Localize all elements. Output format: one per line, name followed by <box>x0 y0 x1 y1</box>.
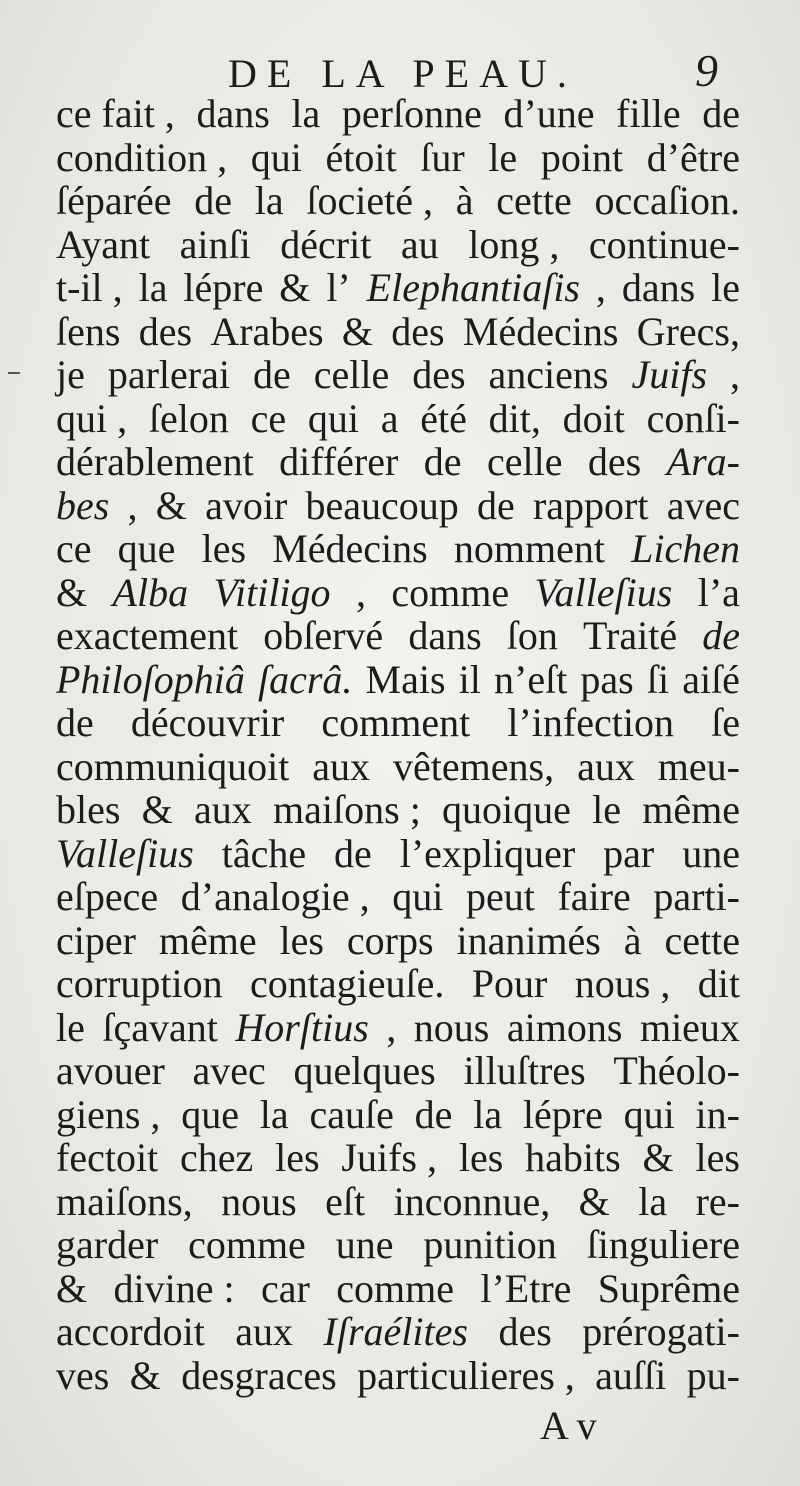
word: comment <box>321 700 471 745</box>
text-line <box>56 1093 740 1137</box>
word: Juifs <box>631 352 708 397</box>
word: découvrir <box>130 700 285 745</box>
word: Mais <box>365 656 446 702</box>
word: aux <box>577 743 635 789</box>
word: Médecins <box>272 526 428 571</box>
word: n’eſt <box>494 656 568 702</box>
word: inanimés <box>456 917 601 963</box>
word: & <box>129 1352 161 1398</box>
word: mieux <box>639 1004 740 1050</box>
word: quelques <box>293 1048 436 1093</box>
word: avec <box>666 482 740 528</box>
word: nous <box>221 1178 297 1224</box>
word: Valleſius <box>534 569 673 615</box>
word: le <box>56 1004 85 1050</box>
text-line <box>56 1049 740 1093</box>
word: anciens <box>488 352 609 397</box>
word: qui <box>623 1091 675 1137</box>
word: nomment <box>453 526 605 571</box>
text-line <box>56 353 740 397</box>
word: étoit <box>325 134 397 180</box>
word: ſçavant <box>102 1004 218 1050</box>
word: Alba <box>112 569 189 615</box>
word: de <box>252 352 291 397</box>
word: aux <box>235 1309 294 1354</box>
running-head: DE LA PEAU. <box>228 51 577 96</box>
word: contagieuſe. <box>250 961 445 1006</box>
word: Elephantiaſis <box>366 265 580 310</box>
word: & <box>578 1178 610 1224</box>
word: Iſraélites <box>323 1309 468 1354</box>
word: Philoſophiâ <box>56 656 245 702</box>
word: ſocieté , <box>306 178 433 223</box>
margin-mark <box>8 372 20 374</box>
word: a <box>380 395 399 441</box>
text-line <box>56 614 740 658</box>
word: vêtemens, <box>393 743 555 789</box>
text-line <box>56 484 740 528</box>
word: au <box>400 221 439 267</box>
word: bes <box>56 482 110 528</box>
word: ainſi <box>179 221 251 267</box>
word: pu- <box>686 1352 740 1398</box>
word: , <box>730 352 740 397</box>
word: été <box>420 395 467 441</box>
word: de <box>702 613 740 658</box>
word: exactement <box>56 613 239 658</box>
text-line <box>56 919 740 963</box>
word: eſt <box>325 1178 366 1224</box>
word: & <box>341 308 374 354</box>
text-line <box>56 1006 740 1050</box>
word: le <box>488 134 518 180</box>
text-line <box>56 1136 740 1180</box>
word: Horſtius <box>235 1004 369 1050</box>
word: Lichen <box>631 526 740 571</box>
word: le <box>711 265 740 310</box>
text-line <box>56 266 740 310</box>
text-line <box>56 875 740 919</box>
word: qui <box>392 874 444 919</box>
word: maiſons ; <box>273 787 421 832</box>
word: une <box>682 830 740 876</box>
word: les <box>275 1135 320 1180</box>
text-line <box>56 440 740 484</box>
word: des <box>498 1309 552 1354</box>
word: Vitiligo <box>213 569 331 615</box>
word: la <box>259 1091 289 1137</box>
word: l’ <box>326 265 351 310</box>
word: l’infection <box>507 700 674 745</box>
text-line <box>56 962 740 1006</box>
text-line <box>56 1223 740 1267</box>
word: ſinguliere <box>586 1222 740 1267</box>
word: Valleſius <box>56 830 194 876</box>
word: perſonne <box>341 91 482 136</box>
word: doit <box>562 395 625 441</box>
word: conſi- <box>646 395 740 441</box>
word: faire <box>557 874 631 919</box>
catchword: A v <box>540 1403 597 1448</box>
text-line <box>56 832 740 876</box>
word: avec <box>192 1048 266 1093</box>
word: de <box>477 482 515 528</box>
word: in- <box>695 1091 740 1137</box>
word: Suprême <box>597 1265 740 1311</box>
word: la <box>473 1091 503 1137</box>
word: ſéparée <box>56 178 172 223</box>
word: l’a <box>697 569 740 615</box>
word: corps <box>346 917 434 963</box>
word: car <box>261 1265 310 1311</box>
word: habits <box>525 1135 621 1180</box>
word: les <box>201 526 247 571</box>
word: continue- <box>588 221 740 267</box>
word: fectoit <box>56 1135 159 1180</box>
word: cette <box>664 917 740 963</box>
word: dans <box>196 91 270 136</box>
text-line <box>56 658 740 702</box>
word: long , <box>468 221 560 267</box>
word: une <box>335 1222 394 1267</box>
word: celle <box>313 352 390 397</box>
word: à <box>623 917 642 963</box>
word: fille <box>616 91 681 136</box>
text-line <box>56 527 740 571</box>
word: point <box>540 134 624 180</box>
word: chez <box>180 1135 254 1180</box>
word: desgraces <box>181 1352 337 1398</box>
word: dans <box>408 613 482 658</box>
word: que <box>181 1091 239 1137</box>
word: condition , <box>56 134 228 180</box>
word: , <box>386 1004 397 1050</box>
word: rapport <box>532 482 649 528</box>
word: d’une <box>503 91 595 136</box>
word: prérogati- <box>582 1309 740 1354</box>
word: de <box>423 439 462 484</box>
word: cette <box>496 178 572 223</box>
word: des <box>587 439 642 484</box>
text-line <box>56 223 740 267</box>
word: ce fait , <box>56 91 175 136</box>
word: Grecs, <box>636 308 740 354</box>
word: il <box>458 656 481 702</box>
body-text <box>56 92 740 1397</box>
word: Médecins <box>462 308 619 354</box>
text-line <box>56 1180 740 1224</box>
word: parlerai <box>107 352 230 397</box>
word: comme <box>336 1265 454 1311</box>
word: la <box>291 91 321 136</box>
word: t-il , <box>56 265 123 310</box>
word: de <box>334 830 372 876</box>
word: & <box>56 569 88 615</box>
word: d’être <box>646 134 740 180</box>
word: par <box>603 830 655 876</box>
word: des <box>391 308 445 354</box>
word: l’expliquer <box>399 830 576 876</box>
word: dérablement <box>56 439 254 484</box>
word: aux <box>194 787 252 832</box>
word: même <box>642 787 740 832</box>
word: qui , <box>56 395 128 441</box>
word: beaucoup <box>305 482 459 528</box>
word: les <box>458 1135 504 1180</box>
word: l’Etre <box>480 1265 572 1311</box>
word: avouer <box>56 1048 165 1093</box>
word: , <box>127 482 138 528</box>
word: ſur <box>420 134 465 180</box>
word: inconnue, <box>393 1178 551 1224</box>
word: celle <box>486 439 563 484</box>
word: , <box>595 265 606 310</box>
word: Arabes <box>210 308 324 354</box>
word: qui <box>250 134 302 180</box>
word: eſpece <box>56 874 159 919</box>
word: maiſons, <box>56 1178 193 1224</box>
word: bles <box>56 787 121 832</box>
text-line <box>56 397 740 441</box>
word: d’analogie , <box>180 874 370 919</box>
word: & <box>141 787 173 832</box>
text-line <box>56 1310 740 1354</box>
word: ves <box>56 1352 110 1398</box>
word: Ayant <box>56 221 151 267</box>
word: les <box>279 917 324 963</box>
word: nous , <box>574 961 671 1006</box>
word: la <box>138 265 168 310</box>
word: des <box>138 308 193 354</box>
text-line <box>56 1267 740 1311</box>
text-line <box>56 92 740 136</box>
word: décrit <box>280 221 372 267</box>
word: punition <box>423 1222 557 1267</box>
word: dit, <box>488 395 541 441</box>
word: aiſé <box>682 656 740 702</box>
word: lépre <box>522 1091 603 1137</box>
word: Pour <box>471 961 548 1006</box>
word: je <box>56 352 85 397</box>
word: comme <box>391 569 510 615</box>
word: Traité <box>583 613 678 658</box>
word: tâche <box>221 830 307 876</box>
page-number: 9 <box>695 45 718 96</box>
word: & <box>642 1135 674 1180</box>
word: nous <box>413 1004 490 1050</box>
text-line <box>56 1354 740 1398</box>
word: ce <box>250 395 287 441</box>
word: même <box>158 917 257 963</box>
word: particulieres , <box>357 1352 575 1398</box>
word: communiquoit <box>56 743 290 789</box>
word: de <box>194 178 232 223</box>
word: qui <box>307 395 359 441</box>
word: Ara- <box>666 439 740 484</box>
word: ſe <box>711 700 740 745</box>
word: & <box>279 265 311 310</box>
word: peut <box>465 874 535 919</box>
word: de <box>702 91 740 136</box>
word: la <box>254 178 284 223</box>
word: Théolo- <box>613 1048 740 1093</box>
text-line <box>56 310 740 354</box>
word: ſens <box>56 308 121 354</box>
word: garder <box>56 1222 159 1267</box>
word: dans <box>621 265 696 310</box>
word: de <box>414 1091 453 1137</box>
word: ſacrâ. <box>258 656 353 702</box>
word: divine : <box>113 1265 235 1311</box>
word: illuſtres <box>463 1048 586 1093</box>
word: quoique <box>442 787 571 832</box>
text-line <box>56 136 740 180</box>
word: ſon <box>506 613 558 658</box>
word: la <box>638 1178 668 1224</box>
word: ſi <box>646 656 670 702</box>
word: re- <box>695 1178 740 1224</box>
word: aimons <box>506 1004 623 1050</box>
word: pas <box>580 656 634 702</box>
word: de <box>56 700 94 745</box>
word: & <box>56 1265 88 1311</box>
word: obſervé <box>263 613 384 658</box>
word: comme <box>188 1222 306 1267</box>
text-line <box>56 788 740 832</box>
word: que <box>117 526 176 571</box>
word: ſelon <box>148 395 229 441</box>
word: accordoit <box>56 1309 205 1354</box>
word: dit <box>697 961 740 1006</box>
text-line <box>56 701 740 745</box>
word: cauſe <box>309 1091 394 1137</box>
word: giens , <box>56 1091 161 1137</box>
word: occaſion. <box>594 178 740 223</box>
word: les <box>695 1135 740 1180</box>
word: meu- <box>657 743 740 789</box>
word: des <box>412 352 466 397</box>
text-line <box>56 179 740 223</box>
word: auſſi <box>595 1352 667 1398</box>
word: lépre <box>183 265 264 310</box>
text-line <box>56 745 740 789</box>
word: différer <box>279 439 399 484</box>
word: aux <box>312 743 371 789</box>
text-line <box>56 571 740 615</box>
word: parti- <box>653 874 740 919</box>
word: le <box>592 787 622 832</box>
word: Juifs , <box>341 1135 437 1180</box>
word: avoir <box>205 482 288 528</box>
word: & <box>155 482 187 528</box>
word: ce <box>56 526 92 571</box>
word: corruption <box>56 961 223 1006</box>
word: à <box>455 178 474 223</box>
word: ciper <box>56 917 136 963</box>
word: , <box>355 569 366 615</box>
